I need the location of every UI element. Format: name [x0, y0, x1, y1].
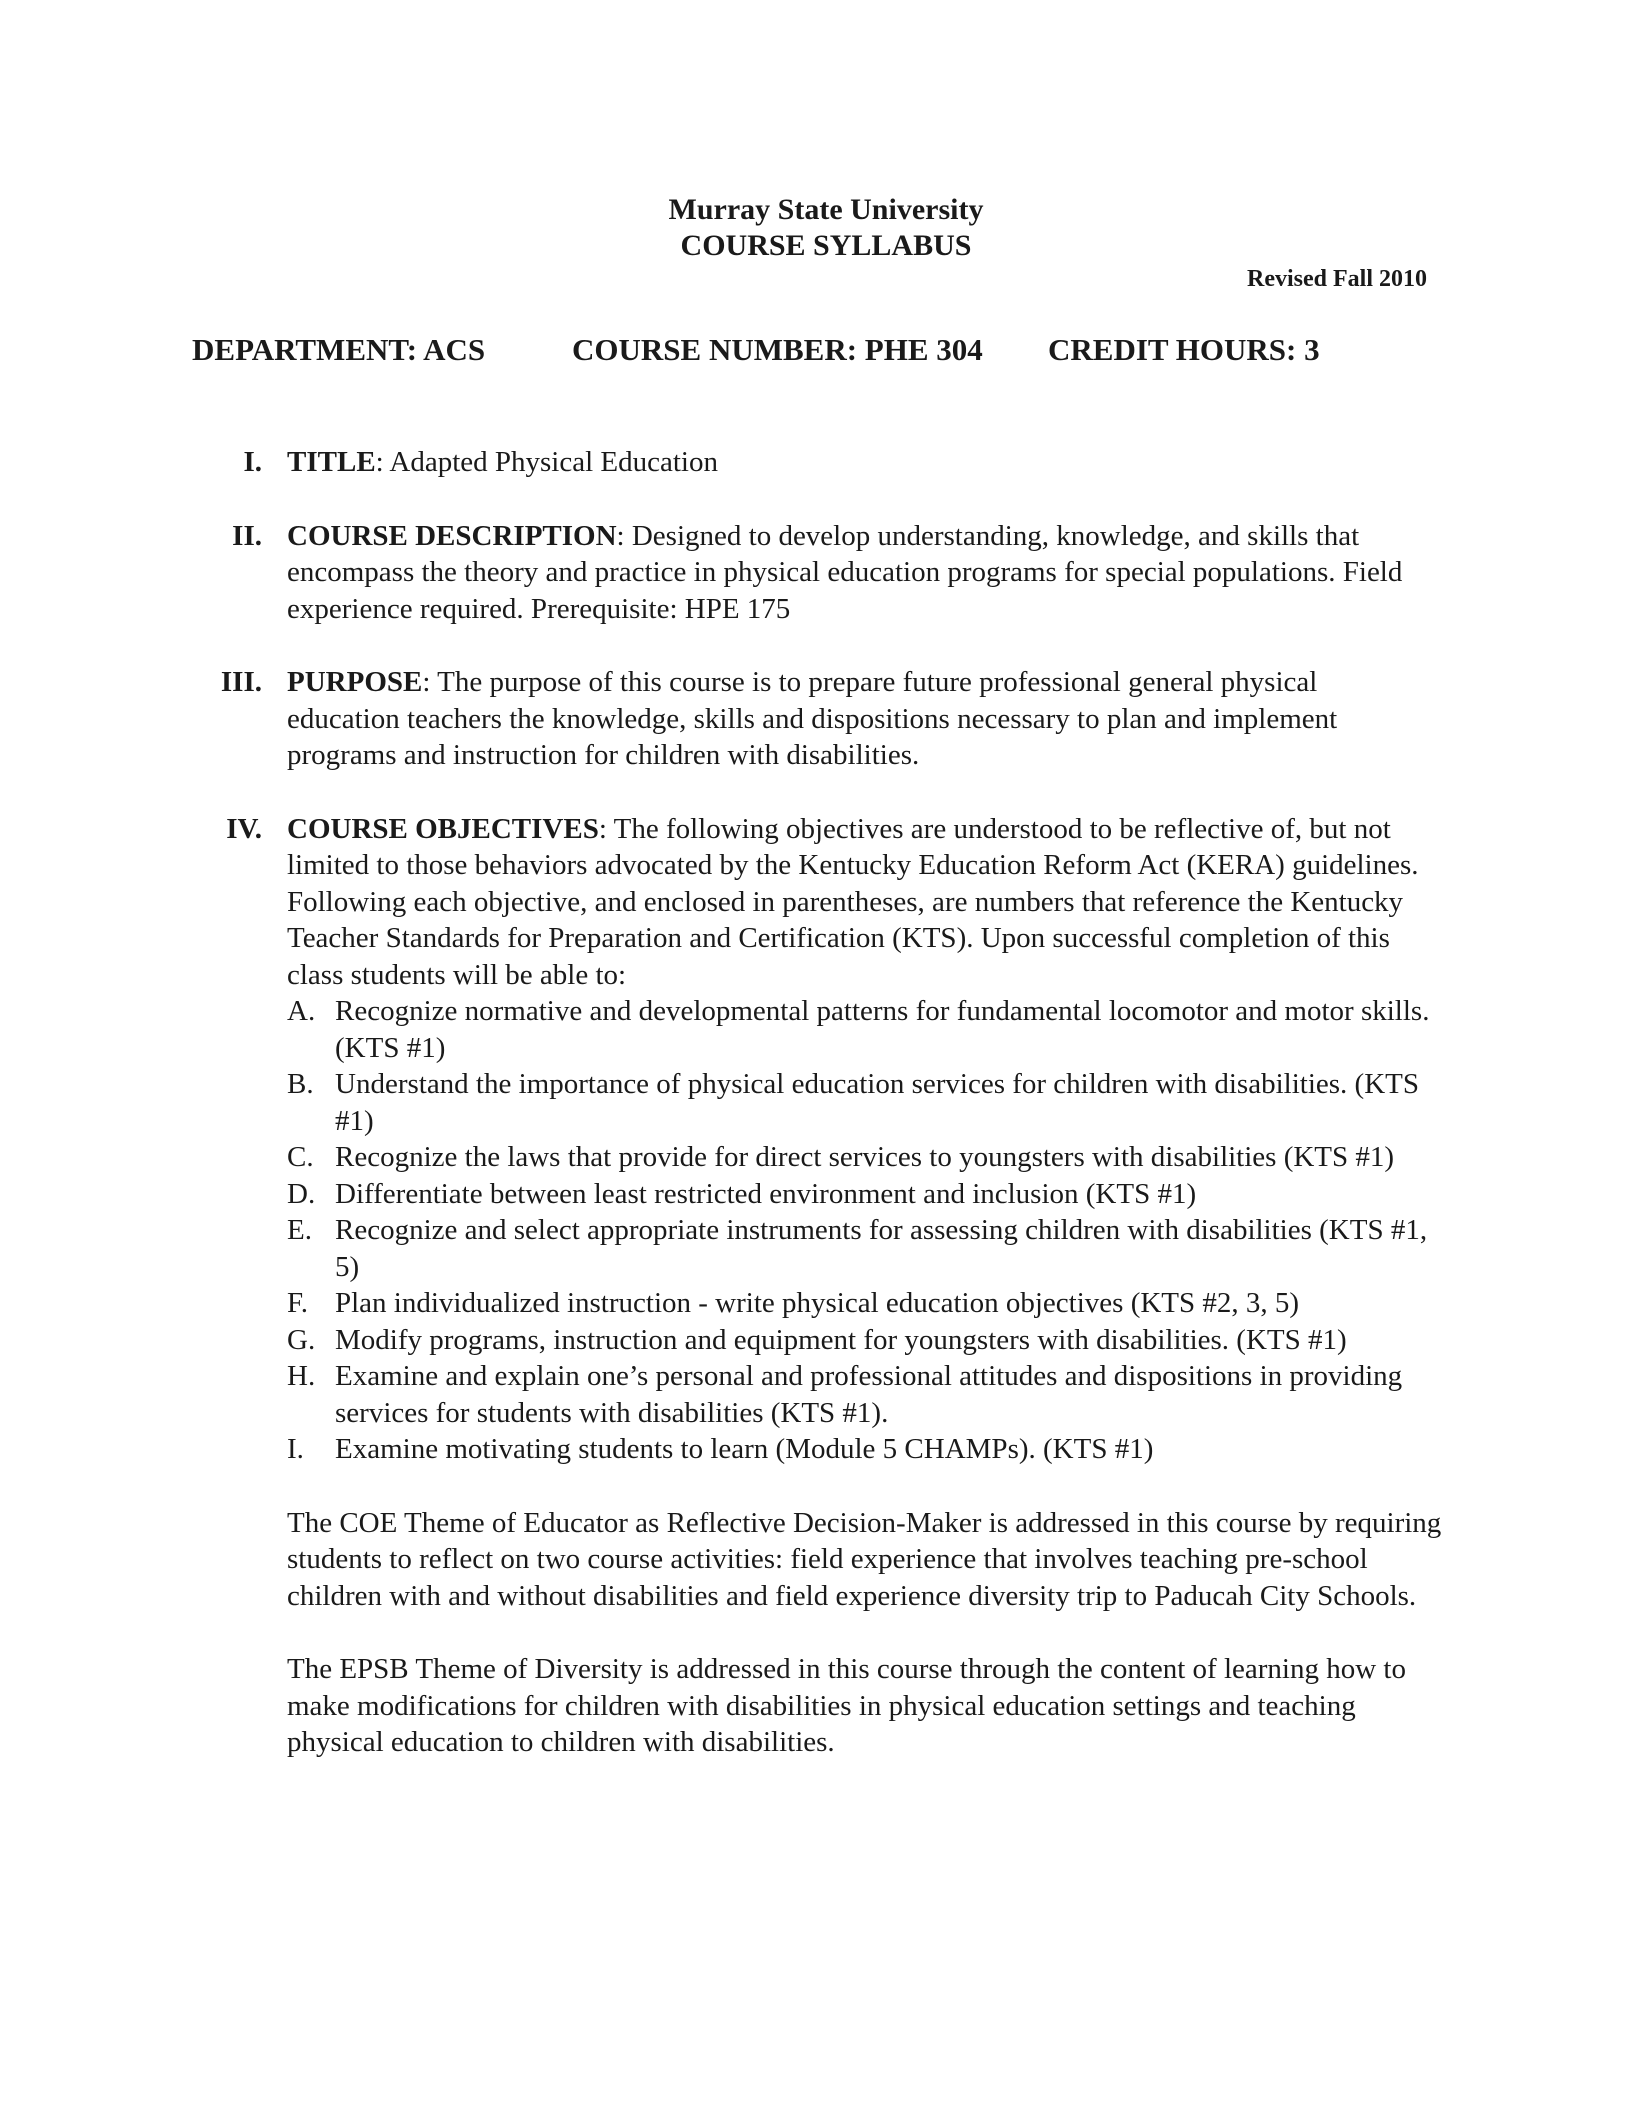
- section-text: : The following objectives are understood to be reflective of, but not limited to those behaviors advocated by the Kentucky Education Reform Act (KERA) guidelines. Following each objective, and enclosed in parentheses, are numbers that reference the Kentucky Teacher Standards for Preparation and Certification (KTS). Upon successful completion of this class students will be able to:: [287, 812, 1419, 991]
- course-info-row: [192, 332, 1320, 368]
- section-number: II.: [232, 519, 262, 552]
- credit-hours-label: CREDIT HOURS: 3: [1048, 332, 1320, 367]
- objective-letter: C.: [287, 1141, 314, 1173]
- objective-item: [287, 1066, 1437, 1139]
- epsb-theme-paragraph: The EPSB Theme of Diversity is addressed in this course through the content of learning how to make modifications for children with disabilities in physical education settings and teaching physical education to children with disabilities.: [287, 1653, 1406, 1758]
- objective-item: [287, 993, 1437, 1066]
- objective-text: Plan individualized instruction - write physical education objectives (KTS #2, 3, 5): [335, 1287, 1300, 1319]
- objective-item: [287, 1358, 1437, 1431]
- objective-text: Recognize normative and developmental patterns for fundamental locomotor and motor skills. (KTS #1): [335, 995, 1430, 1064]
- objective-item: [287, 1322, 1437, 1359]
- objective-text: Recognize the laws that provide for direct services to youngsters with disabilities (KTS #1): [335, 1141, 1395, 1173]
- objectives-list: [287, 993, 1437, 1468]
- section-label: TITLE: [287, 446, 376, 478]
- objective-text: Examine motivating students to learn (Module 5 CHAMPs). (KTS #1): [335, 1433, 1154, 1465]
- section-body: [287, 444, 1437, 481]
- objective-text: Modify programs, instruction and equipment for youngsters with disabilities. (KTS #1): [335, 1323, 1347, 1356]
- section-label: COURSE DESCRIPTION: [287, 519, 617, 552]
- objective-letter: B.: [287, 1068, 314, 1100]
- objective-text: Recognize and select appropriate instruments for assessing children with disabilities (KTS #1, 5): [335, 1214, 1428, 1283]
- document-title: COURSE SYLLABUS: [680, 229, 972, 262]
- section-purpose: [0, 664, 1640, 774]
- objective-item: [287, 1212, 1437, 1285]
- section-text: : Designed to develop understanding, knowledge, and skills that encompass the theory and practice in physical education programs for special populations. Field experience required. Prerequisite: HPE 175: [287, 519, 1403, 625]
- objective-item: [287, 1139, 1437, 1176]
- objective-letter: I.: [287, 1433, 304, 1465]
- section-text: : Adapted Physical Education: [375, 446, 718, 478]
- objective-text: Understand the importance of physical education services for children with disabilities. (KTS #1): [335, 1068, 1419, 1137]
- university-name: Murray State University: [668, 193, 984, 226]
- objective-letter: A.: [287, 995, 316, 1027]
- section-body: [287, 518, 1437, 628]
- section-label: COURSE OBJECTIVES: [287, 812, 599, 845]
- revision-note: Revised Fall 2010: [1247, 266, 1427, 292]
- objective-text: Differentiate between least restricted environment and inclusion (KTS #1): [335, 1177, 1197, 1210]
- course-number-label: COURSE NUMBER: PHE 304: [572, 332, 983, 367]
- syllabus-sections: [0, 444, 1640, 1798]
- department-label: DEPARTMENT: ACS: [192, 332, 486, 367]
- section-course-objectives: [0, 811, 1640, 1468]
- section-number: I.: [243, 446, 262, 478]
- objective-letter: D.: [287, 1177, 316, 1210]
- section-title: [0, 444, 1640, 481]
- objective-letter: E.: [287, 1214, 312, 1246]
- objective-letter: G.: [287, 1323, 316, 1356]
- section-text: : The purpose of this course is to prepare future professional general physical education teachers the knowledge, skills and dispositions necessary to plan and implement programs and instruction for children with disabilities.: [287, 666, 1338, 771]
- objective-item: [287, 1431, 1437, 1468]
- section-label: PURPOSE: [287, 666, 423, 698]
- document-header: [0, 192, 1640, 264]
- section-number: IV.: [226, 812, 262, 845]
- objective-text: Examine and explain one’s personal and professional attitudes and dispositions in providing services for students with disabilities (KTS #1).: [335, 1360, 1403, 1429]
- section-number: III.: [220, 666, 262, 698]
- coe-theme-paragraph: The COE Theme of Educator as Reflective Decision-Maker is addressed in this course by requiring students to reflect on two course activities: field experience that involves teaching pre-school children with and without disabilities and field experience diversity trip to Paducah City Schools.: [287, 1506, 1442, 1612]
- objective-letter: H.: [287, 1360, 316, 1392]
- objective-letter: F.: [287, 1287, 309, 1319]
- section-body: [287, 811, 1437, 1468]
- objective-item: [287, 1285, 1437, 1322]
- section-course-description: [0, 518, 1640, 628]
- section-body: [287, 664, 1437, 774]
- objective-item: [287, 1176, 1437, 1213]
